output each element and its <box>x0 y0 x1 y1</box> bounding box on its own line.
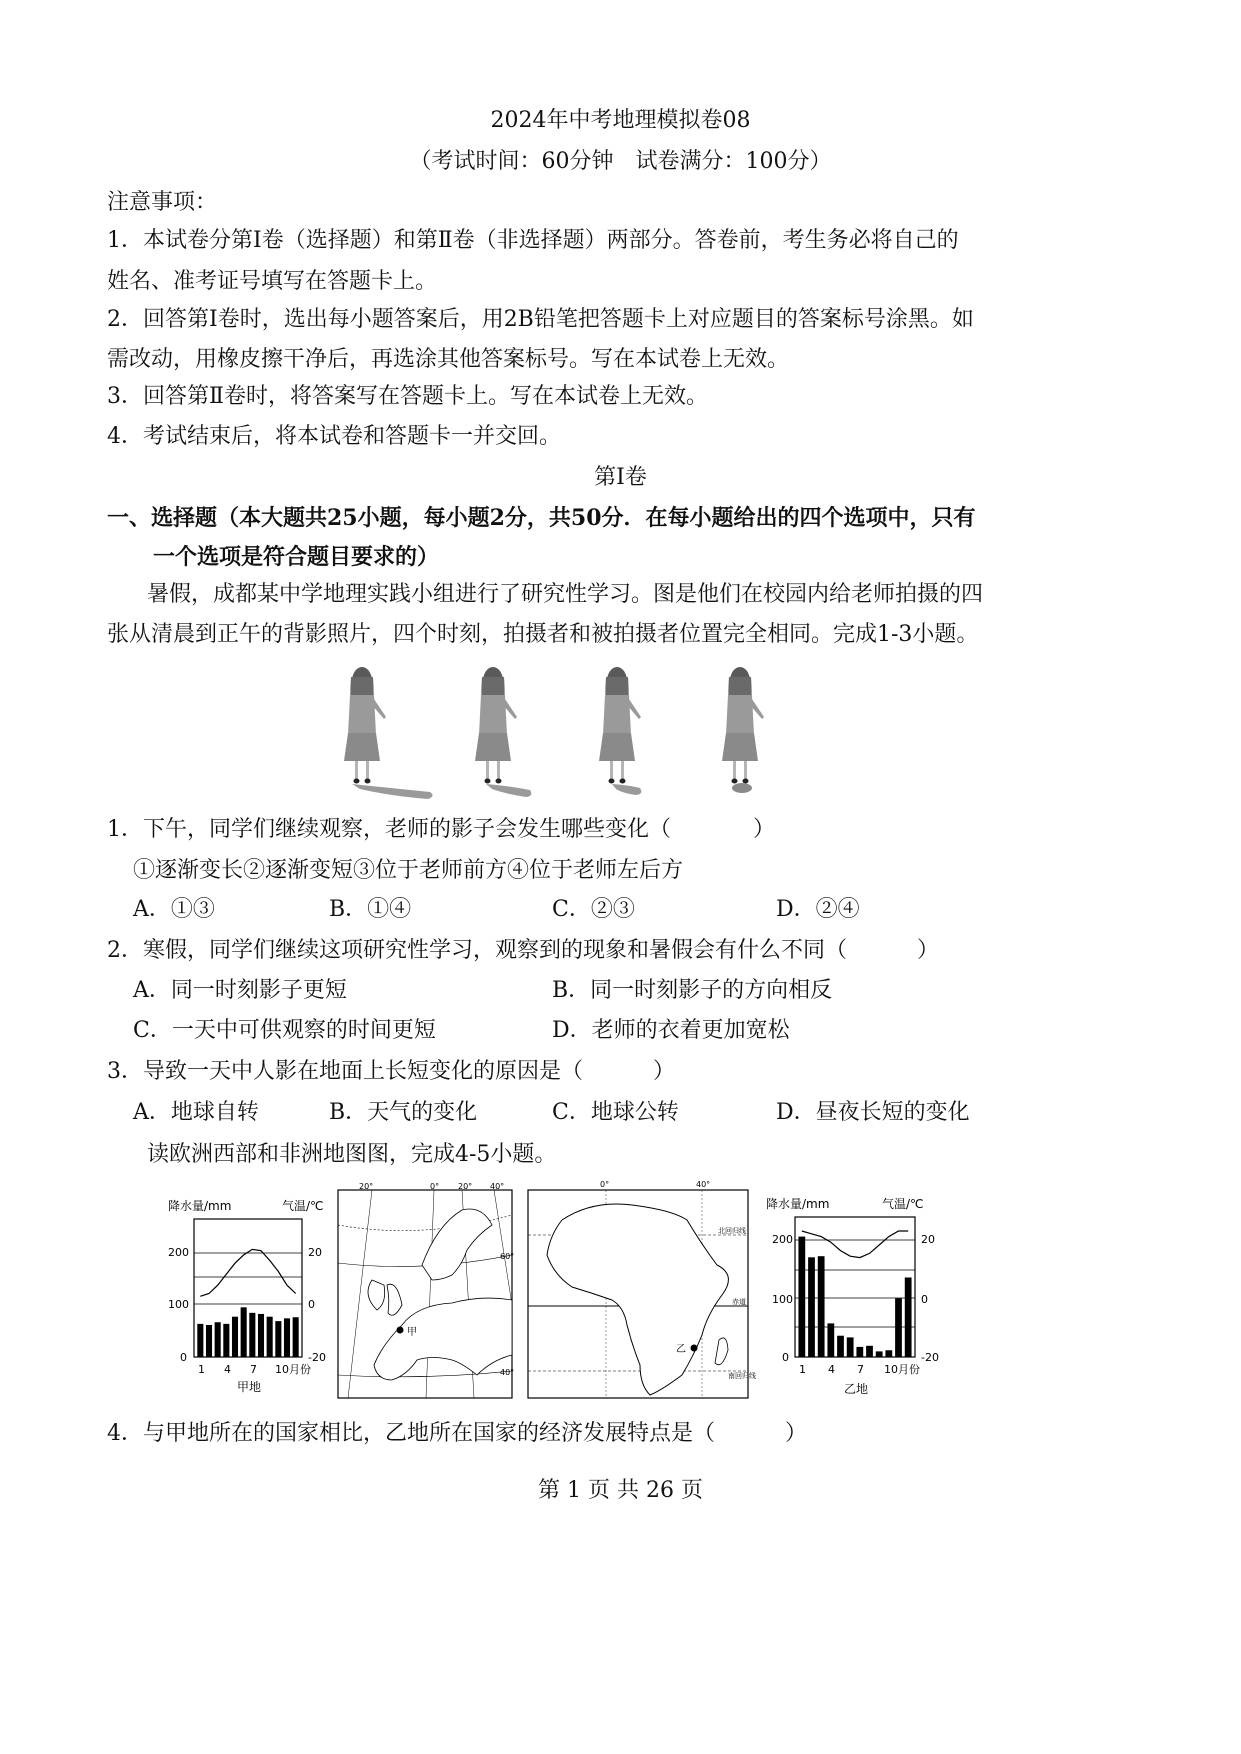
question-2-option-b[interactable]: B．同一时刻影子的方向相反 <box>552 978 833 1003</box>
precip-bar <box>895 1298 902 1357</box>
precip-bar <box>258 1314 264 1357</box>
lon-label: 0° <box>430 1182 440 1191</box>
notice-item: 需改动，用橡皮擦干净后，再选涂其他答案标号。写在本试卷上无效。 <box>107 347 790 372</box>
tick-left: 0 <box>782 1351 789 1364</box>
tick-right: 0 <box>308 1298 315 1311</box>
chart-y-right-label: 气温/℃ <box>282 1199 324 1213</box>
precip-bar <box>241 1307 247 1357</box>
line-label: 南回归线 <box>728 1372 756 1380</box>
notice-heading: 注意事项： <box>107 190 218 215</box>
precip-bar <box>866 1346 873 1357</box>
question-1-option-b[interactable]: B．①④ <box>329 897 412 922</box>
precip-bar <box>249 1313 255 1357</box>
precip-bar <box>293 1317 299 1357</box>
notice-item: 4．考试结束后，将本试卷和答题卡一并交回。 <box>107 424 561 449</box>
question-1-option-c[interactable]: C．②③ <box>552 897 635 922</box>
precip-bar <box>284 1318 290 1357</box>
tick-left: 200 <box>772 1233 793 1246</box>
temperature-curve <box>200 1249 295 1296</box>
section-heading: 一、选择题（本大题共25小题，每小题2分，共50分．在每小题给出的四个选项中，只有 <box>107 505 976 531</box>
page-footer: 第 1 页 共 26 页 <box>538 1478 703 1503</box>
lon-label: 20° <box>359 1182 374 1191</box>
climate-chart-yi <box>766 1196 939 1396</box>
tick-right: -20 <box>921 1351 939 1364</box>
chart-y-right-label: 气温/℃ <box>882 1197 924 1211</box>
precip-bar <box>905 1277 912 1357</box>
photo-4 <box>722 667 764 793</box>
precip-bar <box>827 1323 834 1357</box>
precip-bar <box>876 1351 883 1357</box>
tick-x: 7 <box>857 1363 864 1376</box>
tick-left: 200 <box>168 1246 189 1259</box>
question-3-option-a[interactable]: A．地球自转 <box>133 1100 259 1125</box>
notice-item: 1．本试卷分第Ⅰ卷（选择题）和第Ⅱ卷（非选择题）两部分。答卷前，考生务必将自己的 <box>107 228 959 253</box>
precip-bar <box>837 1336 844 1357</box>
lat-label: 60° <box>500 1252 515 1261</box>
precip-bar <box>798 1237 805 1357</box>
precip-bar <box>197 1324 203 1357</box>
question-2-option-d[interactable]: D．老师的衣着更加宽松 <box>552 1018 790 1043</box>
page-title: 2024年中考地理模拟卷08 <box>490 108 751 133</box>
lon-label: 20° <box>458 1182 473 1191</box>
line-label: 北回归线 <box>718 1227 746 1235</box>
photo-3 <box>599 667 641 795</box>
tick-x: 10月份 <box>884 1363 920 1376</box>
africa-map <box>528 1180 756 1398</box>
question-1-stem: 1．下午，同学们继续观察，老师的影子会发生哪些变化（ ） <box>107 817 776 842</box>
precip-bar <box>223 1324 229 1357</box>
line-label: 赤道 <box>732 1298 746 1306</box>
question-3-option-d[interactable]: D．昼夜长短的变化 <box>776 1100 970 1125</box>
chart-y-left-label: 降水量/mm <box>168 1199 232 1213</box>
question-2-option-a[interactable]: A．同一时刻影子更短 <box>133 978 347 1003</box>
intro-paragraph-cont: 张从清晨到正午的背影照片，四个时刻，拍摄者和被拍摄者位置完全相同。完成1-3小题。 <box>107 622 979 647</box>
lon-label: 40° <box>490 1182 505 1191</box>
tick-x: 7 <box>250 1363 257 1376</box>
precip-bar <box>275 1321 281 1357</box>
tick-x: 1 <box>799 1363 806 1376</box>
tick-x: 4 <box>828 1363 835 1376</box>
tick-left: 100 <box>168 1298 189 1311</box>
precip-bar <box>847 1337 854 1357</box>
tick-right: 20 <box>308 1246 322 1259</box>
tick-x: 10月份 <box>275 1363 311 1376</box>
precip-bar <box>206 1325 212 1357</box>
tick-x: 1 <box>198 1363 205 1376</box>
page-subtitle: （考试时间：60分钟 试卷满分：100分） <box>409 149 832 174</box>
climate-chart-jia <box>168 1198 326 1394</box>
chart-caption: 乙地 <box>844 1382 869 1396</box>
map-point-label: 乙 <box>676 1344 686 1355</box>
question-1-statements: ①逐渐变长②逐渐变短③位于老师前方④位于老师左后方 <box>133 858 684 883</box>
notice-item: 2．回答第Ⅰ卷时，选出每小题答案后，用2B铅笔把答题卡上对应题目的答案标号涂黑。如 <box>107 307 974 332</box>
chart-caption: 甲地 <box>237 1380 262 1394</box>
teacher-shadow-photos <box>330 660 850 805</box>
precip-bar <box>232 1317 238 1357</box>
precip-bar <box>215 1322 221 1357</box>
question-3-stem: 3．导致一天中人影在地面上长短变化的原因是（ ） <box>107 1059 676 1084</box>
question-4-stem: 4．与甲地所在的国家相比，乙地所在国家的经济发展特点是（ ） <box>107 1421 808 1446</box>
photo-2 <box>475 667 531 797</box>
photo-1 <box>344 667 433 799</box>
precip-bar <box>818 1256 825 1357</box>
tick-right: 20 <box>921 1233 935 1246</box>
climate-map-figure <box>162 1180 962 1410</box>
precip-bar <box>267 1317 273 1357</box>
intro-2: 读欧洲西部和非洲地图图，完成4-5小题。 <box>147 1142 557 1167</box>
tick-x: 4 <box>224 1363 231 1376</box>
precip-bar <box>808 1257 815 1357</box>
lon-label: 0° <box>600 1180 610 1189</box>
question-2-option-c[interactable]: C．一天中可供观察的时间更短 <box>133 1018 436 1043</box>
intro-paragraph: 暑假，成都某中学地理实践小组进行了研究性学习。图是他们在校园内给老师拍摄的四 <box>147 582 984 607</box>
lat-label: 40° <box>500 1368 515 1377</box>
volume-title: 第Ⅰ卷 <box>594 465 647 490</box>
temperature-curve <box>802 1231 908 1258</box>
tick-left: 100 <box>772 1293 793 1306</box>
section-heading-cont: 一个选项是符合题目要求的） <box>153 544 440 570</box>
notice-item: 3．回答第Ⅱ卷时，将答案写在答题卡上。写在本试卷上无效。 <box>107 384 708 409</box>
question-1-option-a[interactable]: A．①③ <box>133 897 215 922</box>
lon-label: 40° <box>696 1180 711 1189</box>
chart-y-left-label: 降水量/mm <box>766 1197 830 1211</box>
question-1-option-d[interactable]: D．②④ <box>776 897 860 922</box>
tick-right: 0 <box>921 1293 928 1306</box>
map-point-label: 甲 <box>407 1327 417 1338</box>
precip-bar <box>885 1350 892 1357</box>
tick-right: -20 <box>308 1351 326 1364</box>
precip-bar <box>856 1347 863 1357</box>
notice-item: 姓名、准考证号填写在答题卡上。 <box>107 269 438 294</box>
question-3-option-b[interactable]: B．天气的变化 <box>329 1100 478 1125</box>
question-3-option-c[interactable]: C．地球公转 <box>552 1100 679 1125</box>
tick-left: 0 <box>180 1351 187 1364</box>
question-2-stem: 2．寒假，同学们继续这项研究性学习，观察到的现象和暑假会有什么不同（ ） <box>107 938 940 963</box>
europe-map <box>338 1182 514 1398</box>
